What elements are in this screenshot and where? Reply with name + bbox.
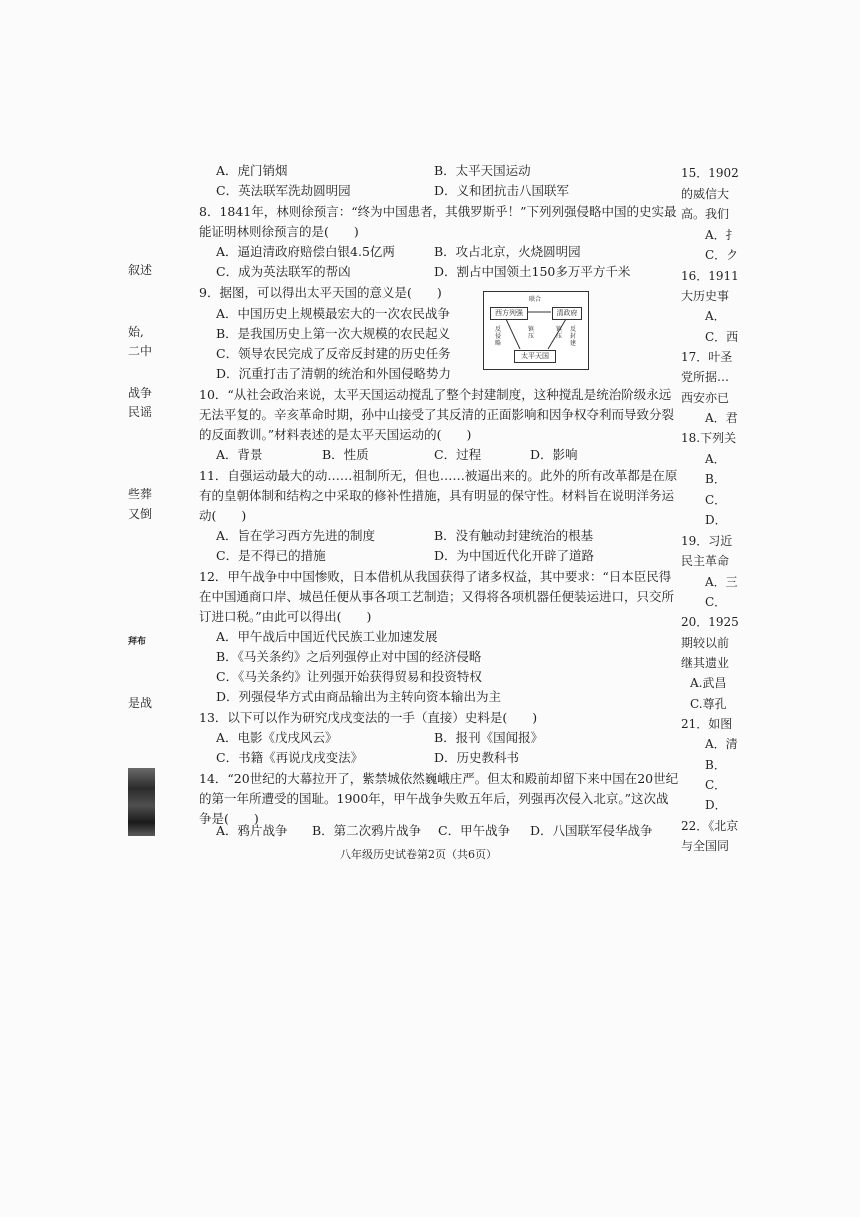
q9-stem: 9．据图，可以得出太平天国的意义是( ) — [199, 285, 442, 300]
right-edge-fragment: 党所据… — [681, 370, 730, 384]
right-edge-fragment: 西安亦已 — [681, 391, 730, 405]
q8-stem-line1: 8．1841年，林则徐预言：“终为中国患者，其俄罗斯乎！”下列列强侵略中国的史实最 — [199, 204, 677, 219]
q11-option-b: B．没有触动封建统治的根基 — [434, 528, 594, 543]
q11-option-a: A．旨在学习西方先进的制度 — [216, 528, 376, 543]
q8-option-d: D．割占中国领土150多万平方千米 — [434, 264, 631, 279]
left-edge-fragment: 叙述 — [128, 263, 153, 277]
right-edge-fragment: B． — [705, 758, 726, 772]
right-edge-fragment: 期较以前 — [681, 636, 730, 650]
right-edge-fragment: A． — [705, 452, 726, 466]
page-footer: 八年级历史试卷第2页（共6页） — [340, 848, 497, 861]
left-edge-fragment: 些葬 — [128, 487, 153, 501]
q9-option-b: B．是我国历史上第一次大规模的农民起义 — [216, 326, 451, 341]
right-edge-fragment: B． — [705, 472, 726, 486]
q14-option-a: A．鸦片战争 — [216, 823, 288, 838]
q12-stem-line1: 12．甲午战争中中国惨败，日本借机从我国获得了诸多权益，其中要求：“日本臣民得 — [199, 569, 672, 584]
right-edge-fragment: 17．叶圣 — [681, 350, 733, 364]
q8-option-b: B．攻占北京，火烧圆明园 — [434, 244, 581, 259]
q14-stem-line2: 的第一年所遭受的国耻。1900年，甲午战争失败五年后，列强再次侵入北京。”这次战 — [199, 791, 669, 806]
right-edge-fragment: C． — [705, 493, 727, 507]
diagram-label-anti-feudal: 反封建 — [570, 326, 577, 347]
diagram-label-suppress-2: 镇压 — [556, 326, 563, 340]
right-edge-fragment: C.尊孔 — [690, 697, 727, 711]
right-edge-fragment: A．清 — [705, 737, 738, 751]
right-edge-fragment: 22．《北京 — [681, 819, 739, 833]
right-edge-fragment: D． — [705, 798, 727, 812]
q8-option-c: C．成为英法联军的帮凶 — [216, 264, 351, 279]
right-edge-fragment: 大历史事 — [681, 289, 730, 303]
left-edge-fragment: 又倒 — [128, 507, 153, 521]
q10-option-a: A．背景 — [216, 447, 263, 462]
q10-stem-line1: 10．“从社会政治来说，太平天国运动搅乱了整个封建制度，这种搅乱是统治阶级永远 — [199, 387, 672, 402]
q9-option-d: D．沉重打击了清朝的统治和外国侵略势力 — [216, 366, 452, 381]
q7-option-b: B．太平天国运动 — [434, 163, 531, 178]
left-edge-fragment: 战争 — [128, 386, 153, 400]
left-edge-fragment: 二中 — [128, 344, 153, 358]
q14-stem-line3: 争是( ) — [199, 811, 259, 826]
diagram-node-powers: 西方列强 — [490, 307, 528, 320]
q8-option-a: A．逼迫清政府赔偿白银4.5亿两 — [216, 244, 395, 259]
taiping-diagram — [483, 291, 589, 370]
right-edge-fragment: 继其遗业 — [681, 656, 730, 670]
right-edge-fragment: 高。我们 — [681, 207, 730, 221]
q12-stem-line2: 在中国通商口岸、城邑任便从事各项工艺制造；又得将各项机器任便装运进口，只交所 — [199, 589, 675, 604]
q12-option-d: D．列强侵华方式由商品输出为主转向资本输出为主 — [216, 689, 502, 704]
right-edge-fragment: 15．1902 — [681, 166, 739, 180]
right-edge-fragment: C．ク — [705, 248, 739, 262]
q10-option-d: D．影响 — [530, 447, 578, 462]
right-edge-fragment: 19．习近 — [681, 534, 733, 548]
right-edge-fragment: 18.下列关 — [681, 431, 737, 445]
q12-option-a: A．甲午战后中国近代民族工业加速发展 — [216, 629, 438, 644]
q11-option-d: D．为中国近代化开辟了道路 — [434, 548, 595, 563]
right-edge-fragment: 16．1911 — [681, 269, 739, 283]
right-edge-fragment: C． — [705, 778, 727, 792]
right-edge-fragment: 21．如图 — [681, 717, 733, 731]
q10-stem-line3: 的反面教训。”材料表述的是太平天国运动的( ) — [199, 427, 472, 442]
q12-option-b: B．《马关条约》之后列强停止对中国的经济侵略 — [216, 649, 482, 664]
q7-option-c: C．英法联军洗劫圆明园 — [216, 183, 351, 198]
q13-option-b: B．报刊《国闻报》 — [434, 730, 544, 745]
right-edge-fragment: A.武昌 — [690, 676, 727, 690]
q11-option-c: C．是不得已的措施 — [216, 548, 326, 563]
q13-option-c: C．书籍《再说戊戌变法》 — [216, 750, 364, 765]
diagram-node-taiping: 太平天国 — [514, 350, 556, 363]
q10-option-b: B．性质 — [322, 447, 369, 462]
diagram-label-suppress-1: 镇压 — [528, 326, 535, 340]
q14-stem-line1: 14．“20世纪的大幕拉开了，紫禁城依然巍峨庄严。但太和殿前却留下来中国在20世纪 — [199, 771, 679, 786]
left-edge-fragment: 始, — [128, 325, 144, 339]
q13-option-d: D．历史教科书 — [434, 750, 520, 765]
q12-option-c: C．《马关条约》让列强开始获得贸易和投资特权 — [216, 669, 482, 684]
q7-option-d: D．义和团抗击八国联军 — [434, 183, 570, 198]
diagram-arrows — [484, 292, 588, 369]
right-edge-fragment: A． — [705, 309, 726, 323]
right-edge-fragment: 20．1925 — [681, 615, 739, 629]
photo-fragment — [128, 768, 155, 836]
q11-stem-line1: 11．自强运动最大的动……祖制所无，但也……被逼出来的。此外的所有改革都是在原 — [199, 468, 678, 483]
right-edge-fragment: D． — [705, 513, 727, 527]
q14-option-b: B．第二次鸦片战争 — [312, 823, 422, 838]
q14-option-c: C．甲午战争 — [438, 823, 511, 838]
q13-option-a: A．电影《戊戌风云》 — [216, 730, 338, 745]
diagram-label-resist-aggression: 反侵略 — [495, 326, 502, 347]
right-edge-fragment: 民主革命 — [681, 554, 730, 568]
q8-stem-line2: 能证明林则徐预言的是( ) — [199, 224, 359, 239]
q11-stem-line3: 动( ) — [199, 508, 247, 523]
q14-option-d: D．八国联军侵华战争 — [530, 823, 653, 838]
diagram-node-qing: 清政府 — [552, 307, 582, 320]
right-edge-fragment: 的威信大 — [681, 187, 730, 201]
left-edge-fragment: 拜布 — [128, 637, 147, 647]
q7-option-a: A．虎门销烟 — [216, 163, 288, 178]
right-edge-fragment: C．西 — [705, 330, 739, 344]
q10-stem-line2: 无法平复的。辛亥革命时期，孙中山接受了其反清的正面影响和因争权夺利而导致分裂 — [199, 407, 675, 422]
q12-stem-line3: 订进口税。”由此可以得出( ) — [199, 609, 372, 624]
q10-option-c: C．过程 — [434, 447, 482, 462]
right-edge-fragment: 与全国同 — [681, 839, 730, 853]
right-edge-fragment: A．君 — [705, 411, 738, 425]
right-edge-fragment: A．三 — [705, 575, 738, 589]
left-edge-fragment: 民谣 — [128, 405, 153, 419]
q9-option-c: C．领导农民完成了反帝反封建的历史任务 — [216, 346, 451, 361]
left-edge-fragment: 是战 — [128, 696, 153, 710]
right-edge-fragment: A．扌 — [705, 228, 738, 242]
diagram-label-collude: 联合 — [529, 296, 542, 303]
q13-stem: 13．以下可以作为研究戊戌变法的一手（直接）史料是( ) — [199, 710, 538, 725]
right-edge-fragment: C． — [705, 595, 727, 609]
q11-stem-line2: 有的皇朝体制和结构之中采取的修补性措施，具有明显的保守性。材料旨在说明洋务运 — [199, 488, 675, 503]
q9-option-a: A．中国历史上规模最宏大的一次农民战争 — [216, 306, 451, 321]
